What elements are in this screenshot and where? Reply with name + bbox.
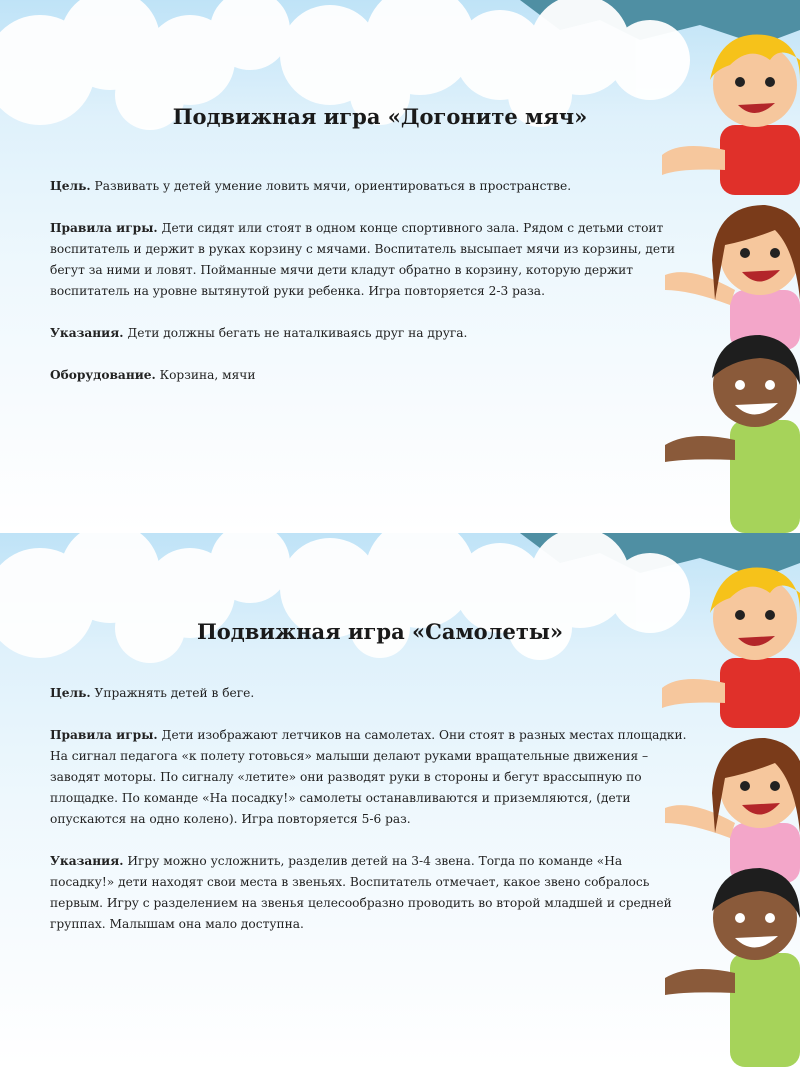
- instructions-paragraph: [50, 323, 690, 344]
- goal-text: Развивать у детей умение ловить мячи, ориентироваться в пространстве.: [90, 179, 572, 193]
- goal-paragraph: [50, 683, 690, 704]
- goal-label: Цель.: [50, 686, 91, 700]
- instructions-label: Указания.: [50, 854, 124, 868]
- equipment-label: Оборудование.: [50, 368, 156, 382]
- goal-text: Упражнять детей в беге.: [90, 686, 255, 700]
- rules-text: Дети изображают летчиков на самолетах. Они стоят в разных местах площадки. На сигнал педагога «к полету готовься» малыши делают руками вращательные движения –заводят моторы. По сигналу «летите» они разводят руки в стороны и бегут врассыпную по площадке. По команде «На посадку!» самолеты останавливаются и приземляются, (дети опускаются на одно колено). Игра повторяется 5-6 раз.: [50, 728, 687, 826]
- game-title: Подвижная игра «Догоните мяч»: [172, 104, 588, 129]
- slide-2: [0, 533, 800, 1067]
- instructions-paragraph: [50, 851, 690, 935]
- instructions-text: Дети должны бегать не наталкиваясь друг на друга.: [123, 326, 468, 340]
- equipment-paragraph: [50, 365, 690, 386]
- instructions-text: Игру можно усложнить, разделив детей на 3-4 звена. Тогда по команде «На посадку!» дети находят свои места в звеньях. Воспитатель отмечает, какое звено собралось первым. Игру с разделением на звенья целесообразно проводить во второй младшей и средней группах. Малышам она мало доступна.: [50, 854, 672, 931]
- rules-paragraph: [50, 218, 690, 302]
- goal-paragraph: [50, 176, 690, 197]
- slide-1: [0, 0, 800, 533]
- equipment-text: Корзина, мячи: [155, 368, 256, 382]
- rules-paragraph: [50, 725, 690, 830]
- game-description: [50, 176, 690, 407]
- rules-text: Дети сидят или стоят в одном конце спортивного зала. Рядом с детьми стоит воспитатель и держит в руках корзину с мячами. Воспитатель высыпает мячи из корзины, дети бегут за ними и ловят. Пойманные мячи дети кладут обратно в корзину, которую держит воспитатель на уровне вытянутой руки ребенка. Игра повторяется 2-3 раза.: [50, 221, 675, 298]
- goal-label: Цель.: [50, 179, 91, 193]
- instructions-label: Указания.: [50, 326, 124, 340]
- rules-label: Правила игры.: [50, 728, 158, 742]
- game-title: Подвижная игра «Самолеты»: [196, 619, 564, 644]
- game-description: [50, 683, 690, 956]
- rules-label: Правила игры.: [50, 221, 158, 235]
